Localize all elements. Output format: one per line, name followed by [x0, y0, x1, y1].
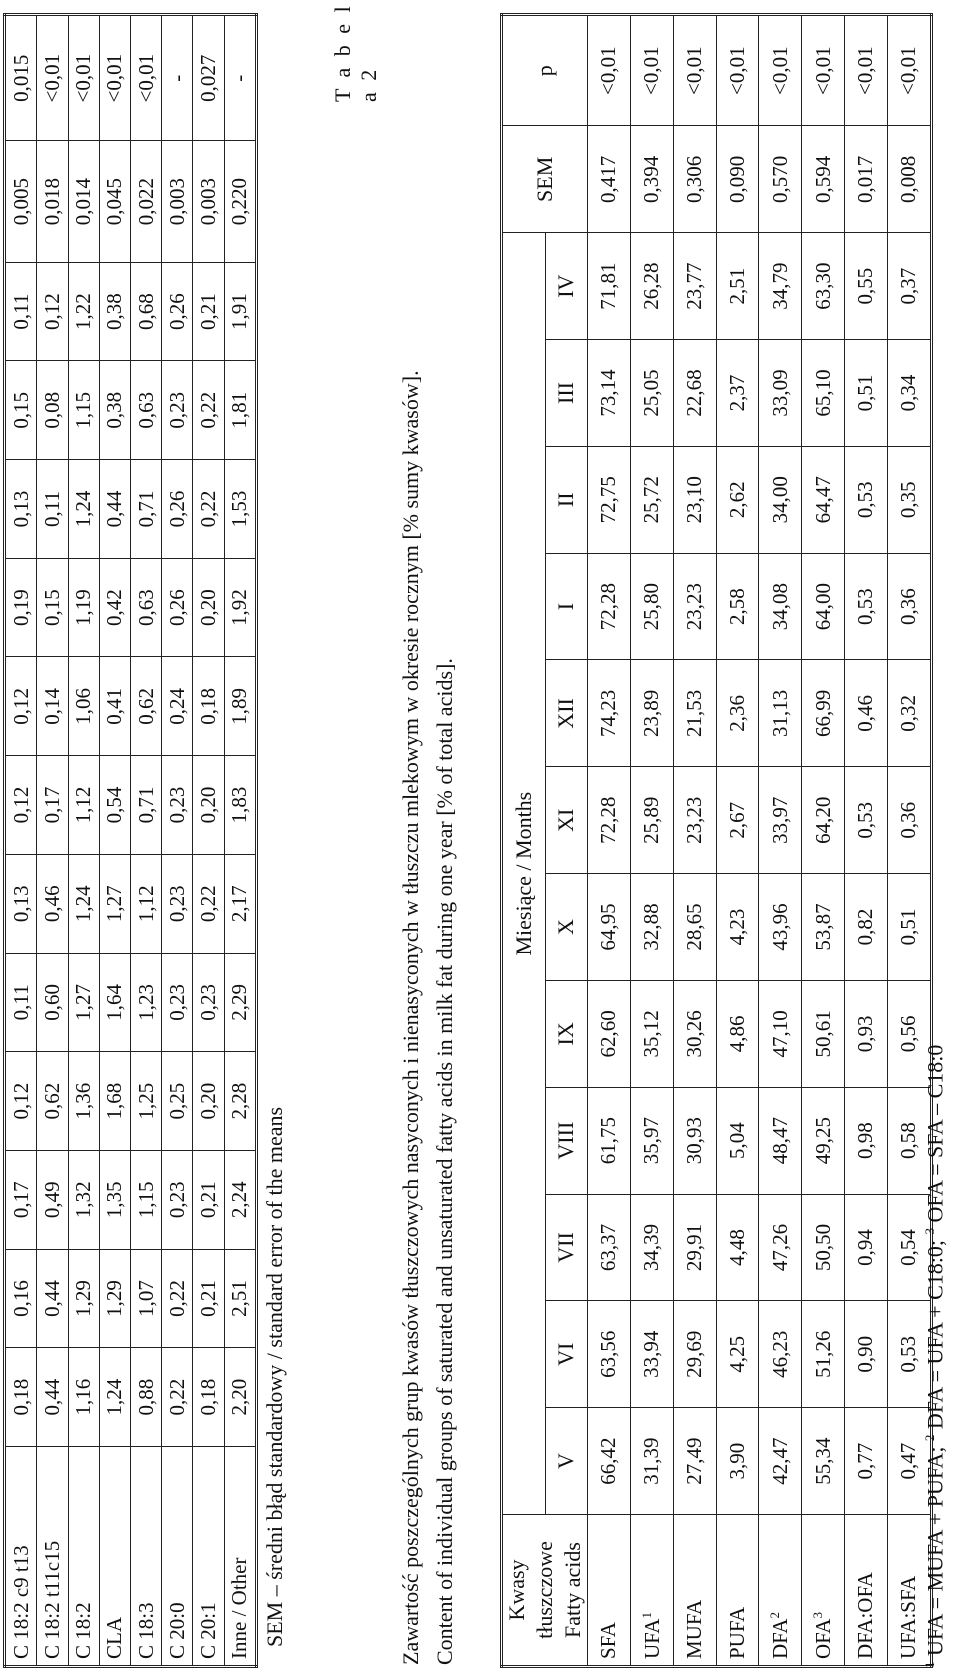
table-cell: 0,94 — [845, 1194, 888, 1301]
table-cell: 1,22 — [68, 262, 99, 361]
table-cell: 25,05 — [630, 340, 673, 447]
footnote-text-2: DFA = UFA + C18:0; — [922, 1234, 948, 1435]
table-cell: 0,23 — [162, 756, 193, 855]
table-cell: 0,44 — [99, 460, 130, 559]
row-label: C 20:1 — [193, 1447, 224, 1667]
table-cell: 1,12 — [130, 854, 161, 953]
table-cell: 49,25 — [802, 1087, 845, 1194]
month-header: VIII — [545, 1087, 587, 1194]
row-label: Inne / Other — [224, 1447, 256, 1667]
table-cell: 0,46 — [845, 660, 888, 767]
table-cell: 0,36 — [887, 767, 931, 874]
table-cell: 2,29 — [224, 953, 256, 1052]
table-cell: 1,19 — [68, 558, 99, 657]
fatty-acid-table-continued — [3, 13, 258, 1668]
table-cell: 1,29 — [99, 1249, 130, 1348]
table-cell: 1,92 — [224, 558, 256, 657]
table-cell: 29,91 — [673, 1194, 716, 1301]
sem-header: SEM — [502, 126, 588, 233]
table-cell: 1,24 — [68, 854, 99, 953]
table-cell: 0,44 — [37, 1348, 68, 1447]
table-cell: 1,15 — [130, 1150, 161, 1249]
table-cell: <0,01 — [630, 15, 673, 126]
table-row — [193, 15, 224, 1667]
table-cell: 0,93 — [845, 980, 888, 1087]
table-cell: 0,23 — [162, 361, 193, 460]
row-label: C 18:2 t11c15 — [37, 1447, 68, 1667]
table-cell: 34,39 — [630, 1194, 673, 1301]
table-cell: 53,87 — [802, 874, 845, 981]
table-cell: 0,71 — [130, 756, 161, 855]
table-cell: 0,570 — [759, 126, 802, 233]
table-cell: 21,53 — [673, 660, 716, 767]
table-cell: 32,88 — [630, 874, 673, 981]
table-row — [130, 15, 161, 1667]
row-label-footnote-mark: 3 — [810, 1612, 826, 1619]
table-cell: 1,35 — [99, 1150, 130, 1249]
table-cell: 0,51 — [845, 340, 888, 447]
row-label-text: SFA — [596, 1622, 621, 1659]
table-cell: 0,12 — [5, 1052, 37, 1151]
table-cell: 42,47 — [759, 1408, 802, 1515]
table-cell: 5,04 — [716, 1087, 759, 1194]
row-label: C 18:2 c9 t13 — [5, 1447, 37, 1667]
table-cell: 25,80 — [630, 553, 673, 660]
table-cell: 0,21 — [193, 262, 224, 361]
row-label — [630, 1515, 673, 1667]
footnote-mark-2: 2 — [922, 1434, 937, 1442]
table-cell: 23,77 — [673, 233, 716, 340]
table-cell: 4,86 — [716, 980, 759, 1087]
table-cell: 2,36 — [716, 660, 759, 767]
row-label — [802, 1515, 845, 1667]
table-row — [68, 15, 99, 1667]
table-cell: 0,003 — [193, 141, 224, 262]
table-cell: 0,015 — [5, 15, 37, 141]
table-caption-english: Content of individual groups of saturated and unsaturated fatty acids in milk fat during one year [% of total acids]. — [432, 658, 457, 1665]
table-cell: 1,36 — [68, 1052, 99, 1151]
table-caption-polish: Zawartość poszczególnych grup kwasów tłuszczowych nasyconych i nienasyconych w tłuszczu mlekowym w okresie rocznym [% sumy kwasów]. — [398, 370, 423, 1665]
table-cell: 61,75 — [588, 1087, 631, 1194]
row-label-text: PUFA — [724, 1606, 749, 1659]
table-cell: 0,56 — [887, 980, 931, 1087]
table-cell: 4,23 — [716, 874, 759, 981]
row-label-text: OFA — [811, 1618, 836, 1659]
table-cell: 0,22 — [193, 854, 224, 953]
table-cell: 23,89 — [630, 660, 673, 767]
footnote-mark-3: 3 — [922, 1228, 937, 1235]
table-cell: 34,79 — [759, 233, 802, 340]
table-cell: 0,23 — [162, 953, 193, 1052]
row-label — [673, 1515, 716, 1667]
table-cell: 0,20 — [193, 558, 224, 657]
table-cell: <0,01 — [588, 15, 631, 126]
table-cell: 2,51 — [224, 1249, 256, 1348]
table-header-row — [502, 15, 546, 1667]
table-cell: 0,14 — [37, 657, 68, 756]
table-cell: 2,28 — [224, 1052, 256, 1151]
table-cell: 0,53 — [887, 1301, 931, 1408]
table-cell: 48,47 — [759, 1087, 802, 1194]
table-row — [37, 15, 68, 1667]
table-cell: 73,14 — [588, 340, 631, 447]
table-cell: 0,32 — [887, 660, 931, 767]
row-label-text: DFA:OFA — [853, 1572, 878, 1659]
table-cell: 0,21 — [193, 1150, 224, 1249]
table-cell: 46,23 — [759, 1301, 802, 1408]
table-cell: 30,93 — [673, 1087, 716, 1194]
table-cell: 0,49 — [37, 1150, 68, 1249]
table-cell: 0,027 — [193, 15, 224, 141]
table-cell: 2,51 — [716, 233, 759, 340]
table-row — [5, 15, 37, 1667]
row-label: C 20:0 — [162, 1447, 193, 1667]
footnote-text-1: UFA = MUFA + PUFA; — [922, 1441, 948, 1662]
table-cell: 23,23 — [673, 553, 716, 660]
table-cell: 63,30 — [802, 233, 845, 340]
table-cell: 66,42 — [588, 1408, 631, 1515]
table-cell: 29,69 — [673, 1301, 716, 1408]
table-cell: 35,12 — [630, 980, 673, 1087]
table-cell: 0,44 — [37, 1249, 68, 1348]
table-cell: 0,63 — [130, 361, 161, 460]
fatty-acid-groups-table — [500, 13, 933, 1668]
table-cell: 0,53 — [845, 767, 888, 874]
month-header: III — [545, 340, 587, 447]
table-cell: 0,014 — [68, 141, 99, 262]
table-cell: 0,68 — [130, 262, 161, 361]
table-cell: 0,15 — [37, 558, 68, 657]
table-cell: 0,11 — [37, 460, 68, 559]
row-label — [759, 1515, 802, 1667]
table-cell: 0,53 — [845, 446, 888, 553]
table-cell: 0,394 — [630, 126, 673, 233]
table-cell: 31,39 — [630, 1408, 673, 1515]
table-cell: 31,13 — [759, 660, 802, 767]
table-cell: 0,23 — [193, 953, 224, 1052]
row-label-text: UFA:SFA — [896, 1575, 921, 1659]
table-cell: 0,20 — [193, 1052, 224, 1151]
table-cell: 0,26 — [162, 460, 193, 559]
table-cell: 34,08 — [759, 553, 802, 660]
table-cell: 0,594 — [802, 126, 845, 233]
table-cell: 2,62 — [716, 446, 759, 553]
month-header: VI — [545, 1301, 587, 1408]
table-cell: 0,54 — [99, 756, 130, 855]
month-header: V — [545, 1408, 587, 1515]
table-cell: 0,017 — [845, 126, 888, 233]
fatty-acids-header — [502, 1515, 588, 1667]
table-cell: 2,20 — [224, 1348, 256, 1447]
table-cell: 25,72 — [630, 446, 673, 553]
table-cell: 27,49 — [673, 1408, 716, 1515]
table-cell: <0,01 — [887, 15, 931, 126]
table-cell: 2,37 — [716, 340, 759, 447]
table-cell: <0,01 — [716, 15, 759, 126]
table-cell: 0,18 — [5, 1348, 37, 1447]
table-cell: 71,81 — [588, 233, 631, 340]
table-cell: 0,090 — [716, 126, 759, 233]
table-cell: 0,11 — [5, 953, 37, 1052]
table-cell: 47,26 — [759, 1194, 802, 1301]
table-row — [759, 15, 802, 1667]
table-cell: 1,53 — [224, 460, 256, 559]
table-cell: 0,36 — [887, 553, 931, 660]
row-label-text: MUFA — [682, 1599, 707, 1659]
table-cell: <0,01 — [673, 15, 716, 126]
table-cell: 1,29 — [68, 1249, 99, 1348]
table-cell: 1,83 — [224, 756, 256, 855]
table-cell: 1,89 — [224, 657, 256, 756]
table-cell: 0,54 — [887, 1194, 931, 1301]
table-cell: 0,34 — [887, 340, 931, 447]
table-cell: 2,24 — [224, 1150, 256, 1249]
row-label-text: UFA — [639, 1618, 664, 1659]
table-cell: 0,26 — [162, 262, 193, 361]
table-cell: 0,022 — [130, 141, 161, 262]
table-cell: <0,01 — [845, 15, 888, 126]
table-cell: 51,26 — [802, 1301, 845, 1408]
table-cell: 1,15 — [68, 361, 99, 460]
table-cell: 72,28 — [588, 767, 631, 874]
table-cell: 1,81 — [224, 361, 256, 460]
table-cell: 62,60 — [588, 980, 631, 1087]
table-cell: 2,67 — [716, 767, 759, 874]
table-cell: 55,34 — [802, 1408, 845, 1515]
table-cell: 1,24 — [99, 1348, 130, 1447]
month-header: XI — [545, 767, 587, 874]
table-cell: 0,18 — [193, 1348, 224, 1447]
row-label — [716, 1515, 759, 1667]
table-cell: 0,12 — [5, 756, 37, 855]
table-cell: 1,24 — [68, 460, 99, 559]
table-cell: 74,23 — [588, 660, 631, 767]
table-cell: 0,17 — [5, 1150, 37, 1249]
table-cell: 1,64 — [99, 953, 130, 1052]
table-cell: <0,01 — [68, 15, 99, 141]
months-row — [545, 15, 587, 1667]
table-cell: 2,17 — [224, 854, 256, 953]
table-cell: 64,20 — [802, 767, 845, 874]
table-cell: 1,07 — [130, 1249, 161, 1348]
table-cell: 65,10 — [802, 340, 845, 447]
table-row — [588, 15, 631, 1667]
table-cell: 2,58 — [716, 553, 759, 660]
table-cell: 0,13 — [5, 854, 37, 953]
table-cell: 28,65 — [673, 874, 716, 981]
table-cell: 0,15 — [5, 361, 37, 460]
month-header: X — [545, 874, 587, 981]
table-cell: 0,62 — [37, 1052, 68, 1151]
table-cell: 4,48 — [716, 1194, 759, 1301]
table-cell: <0,01 — [37, 15, 68, 141]
table-cell: 0,77 — [845, 1408, 888, 1515]
table-cell: 26,28 — [630, 233, 673, 340]
table-cell: 0,42 — [99, 558, 130, 657]
table-cell: 33,94 — [630, 1301, 673, 1408]
row-label: C 18:2 — [68, 1447, 99, 1667]
table-cell: 0,21 — [193, 1249, 224, 1348]
table-cell: 0,22 — [162, 1249, 193, 1348]
row-label — [588, 1515, 631, 1667]
table-cell: 1,23 — [130, 953, 161, 1052]
table-cell: 0,55 — [845, 233, 888, 340]
table-cell: 0,22 — [193, 460, 224, 559]
table-cell: 33,97 — [759, 767, 802, 874]
table-cell: 0,82 — [845, 874, 888, 981]
table-row — [224, 15, 256, 1667]
table-cell: 50,50 — [802, 1194, 845, 1301]
table-cell: 66,99 — [802, 660, 845, 767]
fatty-acids-header-en: Fatty acids — [560, 1542, 585, 1638]
table-cell: 0,018 — [37, 141, 68, 262]
table-cell: 1,91 — [224, 262, 256, 361]
table-cell: 0,71 — [130, 460, 161, 559]
table-cell: 0,08 — [37, 361, 68, 460]
table-cell: 72,28 — [588, 553, 631, 660]
sem-footnote: SEM – średni błąd standardowy / standard error of the means — [262, 1106, 287, 1647]
table-cell: 1,32 — [68, 1150, 99, 1249]
table-cell: 64,47 — [802, 446, 845, 553]
table-cell: 25,89 — [630, 767, 673, 874]
table-cell: 0,008 — [887, 126, 931, 233]
row-label-footnote-mark: 2 — [767, 1612, 783, 1619]
table-cell: 0,25 — [162, 1052, 193, 1151]
table-cell: 4,25 — [716, 1301, 759, 1408]
table-cell: 0,62 — [130, 657, 161, 756]
table-cell: 0,18 — [193, 657, 224, 756]
table-cell: 0,47 — [887, 1408, 931, 1515]
row-label: C 18:3 — [130, 1447, 161, 1667]
table-cell: 0,58 — [887, 1087, 931, 1194]
row-label: CLA — [99, 1447, 130, 1667]
row-label-footnote-mark: 1 — [638, 1612, 654, 1619]
table-cell: 0,23 — [162, 854, 193, 953]
table-row — [716, 15, 759, 1667]
table-cell: 0,51 — [887, 874, 931, 981]
table-cell: 0,23 — [162, 1150, 193, 1249]
table-cell: 35,97 — [630, 1087, 673, 1194]
table-cell: 1,16 — [68, 1348, 99, 1447]
p-header: p — [502, 15, 588, 126]
table-cell: 1,12 — [68, 756, 99, 855]
table-number-label: T a b e l a 2 — [330, 3, 381, 102]
table-row — [673, 15, 716, 1667]
table-cell: 0,24 — [162, 657, 193, 756]
table-cell: 47,10 — [759, 980, 802, 1087]
table-cell: 0,19 — [5, 558, 37, 657]
table-row — [845, 15, 888, 1667]
table-cell: <0,01 — [802, 15, 845, 126]
table-cell: 23,10 — [673, 446, 716, 553]
table-cell: 43,96 — [759, 874, 802, 981]
table-cell: - — [224, 15, 256, 141]
table-cell: <0,01 — [759, 15, 802, 126]
table-row — [162, 15, 193, 1667]
table-cell: 0,417 — [588, 126, 631, 233]
footnote-text-3: OFA = SFA – C18:0 — [922, 1044, 948, 1229]
table-cell: 33,09 — [759, 340, 802, 447]
table-cell: <0,01 — [130, 15, 161, 141]
month-header: II — [545, 446, 587, 553]
table-cell: 0,60 — [37, 953, 68, 1052]
table-cell: 0,53 — [845, 553, 888, 660]
table-cell: 50,61 — [802, 980, 845, 1087]
table-cell: 0,22 — [193, 361, 224, 460]
table-cell: 1,06 — [68, 657, 99, 756]
row-label-text: DFA — [768, 1618, 793, 1659]
table-cell: 63,37 — [588, 1194, 631, 1301]
table-cell: 34,00 — [759, 446, 802, 553]
month-header: XII — [545, 660, 587, 767]
table-cell: 0,38 — [99, 262, 130, 361]
footnote-mark-1: 1 — [922, 1661, 937, 1668]
table-cell: 0,98 — [845, 1087, 888, 1194]
month-header: I — [545, 553, 587, 660]
table-cell: <0,01 — [99, 15, 130, 141]
table-cell: 0,90 — [845, 1301, 888, 1408]
table-cell: 0,306 — [673, 126, 716, 233]
table-cell: 0,045 — [99, 141, 130, 262]
table-cell: 0,12 — [37, 262, 68, 361]
month-header: IV — [545, 233, 587, 340]
table-cell: 0,63 — [130, 558, 161, 657]
table-cell: 0,22 — [162, 1348, 193, 1447]
table-cell: 0,37 — [887, 233, 931, 340]
table-cell: 72,75 — [588, 446, 631, 553]
fatty-acids-header-pl: Kwasy tłuszczowe — [504, 1541, 557, 1639]
table-cell: 0,220 — [224, 141, 256, 262]
table-cell: 23,23 — [673, 767, 716, 874]
month-header: IX — [545, 980, 587, 1087]
table-cell: 0,16 — [5, 1249, 37, 1348]
table-cell: 0,11 — [5, 262, 37, 361]
table-cell: 63,56 — [588, 1301, 631, 1408]
table-cell: 1,25 — [130, 1052, 161, 1151]
month-header: VII — [545, 1194, 587, 1301]
table-cell: - — [162, 15, 193, 141]
table-cell: 0,17 — [37, 756, 68, 855]
table-cell: 30,26 — [673, 980, 716, 1087]
table-cell: 1,27 — [99, 854, 130, 953]
table-cell: 64,95 — [588, 874, 631, 981]
table-cell: 0,20 — [193, 756, 224, 855]
table-row — [630, 15, 673, 1667]
table-cell: 0,12 — [5, 657, 37, 756]
table-cell: 64,00 — [802, 553, 845, 660]
table-cell: 22,68 — [673, 340, 716, 447]
table-cell: 1,68 — [99, 1052, 130, 1151]
table-cell: 0,38 — [99, 361, 130, 460]
table-cell: 0,13 — [5, 460, 37, 559]
months-header: Miesiące / Months — [502, 233, 546, 1515]
table-cell: 0,005 — [5, 141, 37, 262]
table-cell: 0,26 — [162, 558, 193, 657]
row-label — [845, 1515, 888, 1667]
table-cell: 0,41 — [99, 657, 130, 756]
table-row — [99, 15, 130, 1667]
table-cell: 0,46 — [37, 854, 68, 953]
table-cell: 0,35 — [887, 446, 931, 553]
table-cell: 3,90 — [716, 1408, 759, 1515]
table-cell: 0,003 — [162, 141, 193, 262]
abbreviation-footnote — [922, 1045, 948, 1668]
table-row — [802, 15, 845, 1667]
table-cell: 1,27 — [68, 953, 99, 1052]
table-cell: 0,88 — [130, 1348, 161, 1447]
